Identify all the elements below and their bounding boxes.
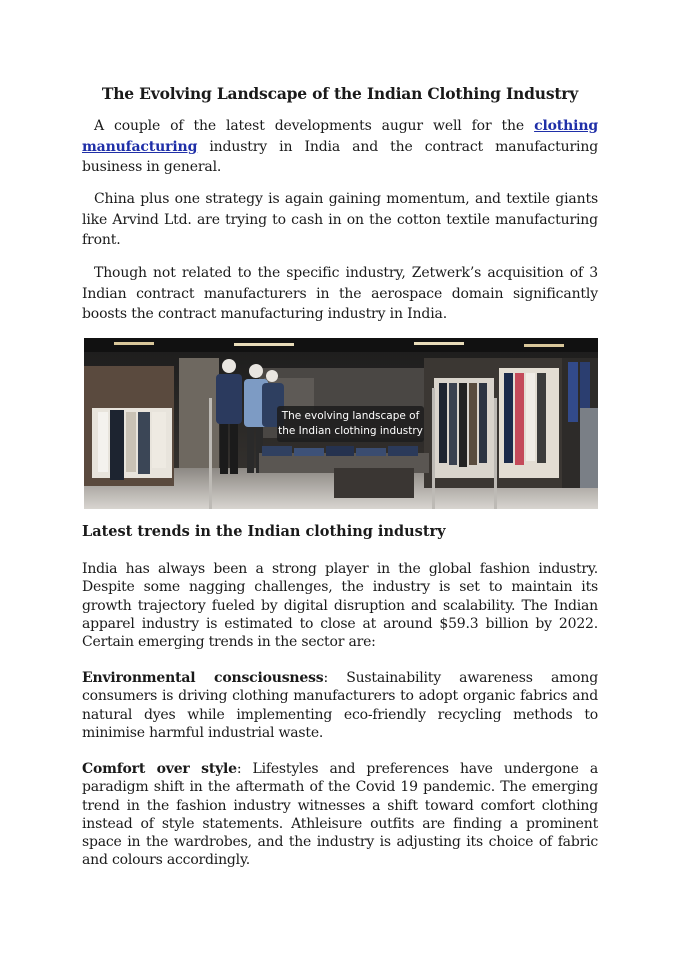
intro-p1-start: A couple of the latest developments augur well for the	[94, 118, 535, 134]
environmental-paragraph	[82, 669, 598, 742]
environmental-text: : Sustainability awareness among consumers is driving clothing manufacturers to adopt organic fabrics and natural dyes while implementing eco-friendly recycling methods to minimise harmful industrial waste.	[82, 670, 598, 741]
intro-p1-end: industry in India and the contract manufacturing business in general.	[82, 138, 598, 175]
intro-paragraph-1	[82, 116, 598, 178]
intro-paragraph-2: China plus one strategy is again gaining momentum, and textile giants like Arvind Ltd. are trying to cash in on the cotton textile manufacturing front.	[82, 191, 598, 248]
trends-paragraph: India has always been a strong player in the global fashion industry. Despite some nagging challenges, the industry is set to maintain its growth trajectory fueled by digital disruption and scalability. The Indian apparel industry is estimated to close at around $59.3 billion by 2022. Certain emerging trends in the sector are:	[82, 561, 598, 651]
comfort-term: Comfort over style	[82, 761, 237, 777]
section-heading: Latest trends in the Indian clothing industry	[82, 523, 446, 540]
manufacturing-link[interactable]: manufacturing	[82, 138, 198, 155]
image-caption-box	[277, 406, 424, 442]
comfort-text: : Lifestyles and preferences have undergone a paradigm shift in the aftermath of the Covid 19 pandemic. The emerging trend in the fashion industry witnesses a shift toward comfort clothing instead of style statements. Athleisure outfits are finding a prominent space in the wardrobes, and the industry is adjusting its choice of fabric and colours accordingly.	[82, 761, 598, 869]
image-caption-line-1: The evolving landscape of	[281, 410, 420, 422]
comfort-paragraph	[82, 760, 598, 870]
environmental-term: Environmental consciousness	[82, 670, 324, 686]
document-title: The Evolving Landscape of the Indian Clothing Industry	[101, 84, 579, 103]
intro-paragraph-3: Though not related to the specific industry, Zetwerk’s acquisition of 3 Indian contract manufacturers in the aerospace domain significantly boosts the contract manufacturing industry in India.	[82, 265, 598, 322]
clothing-link[interactable]: clothing	[534, 118, 598, 134]
image-caption-line-2: the Indian clothing industry	[278, 425, 423, 437]
